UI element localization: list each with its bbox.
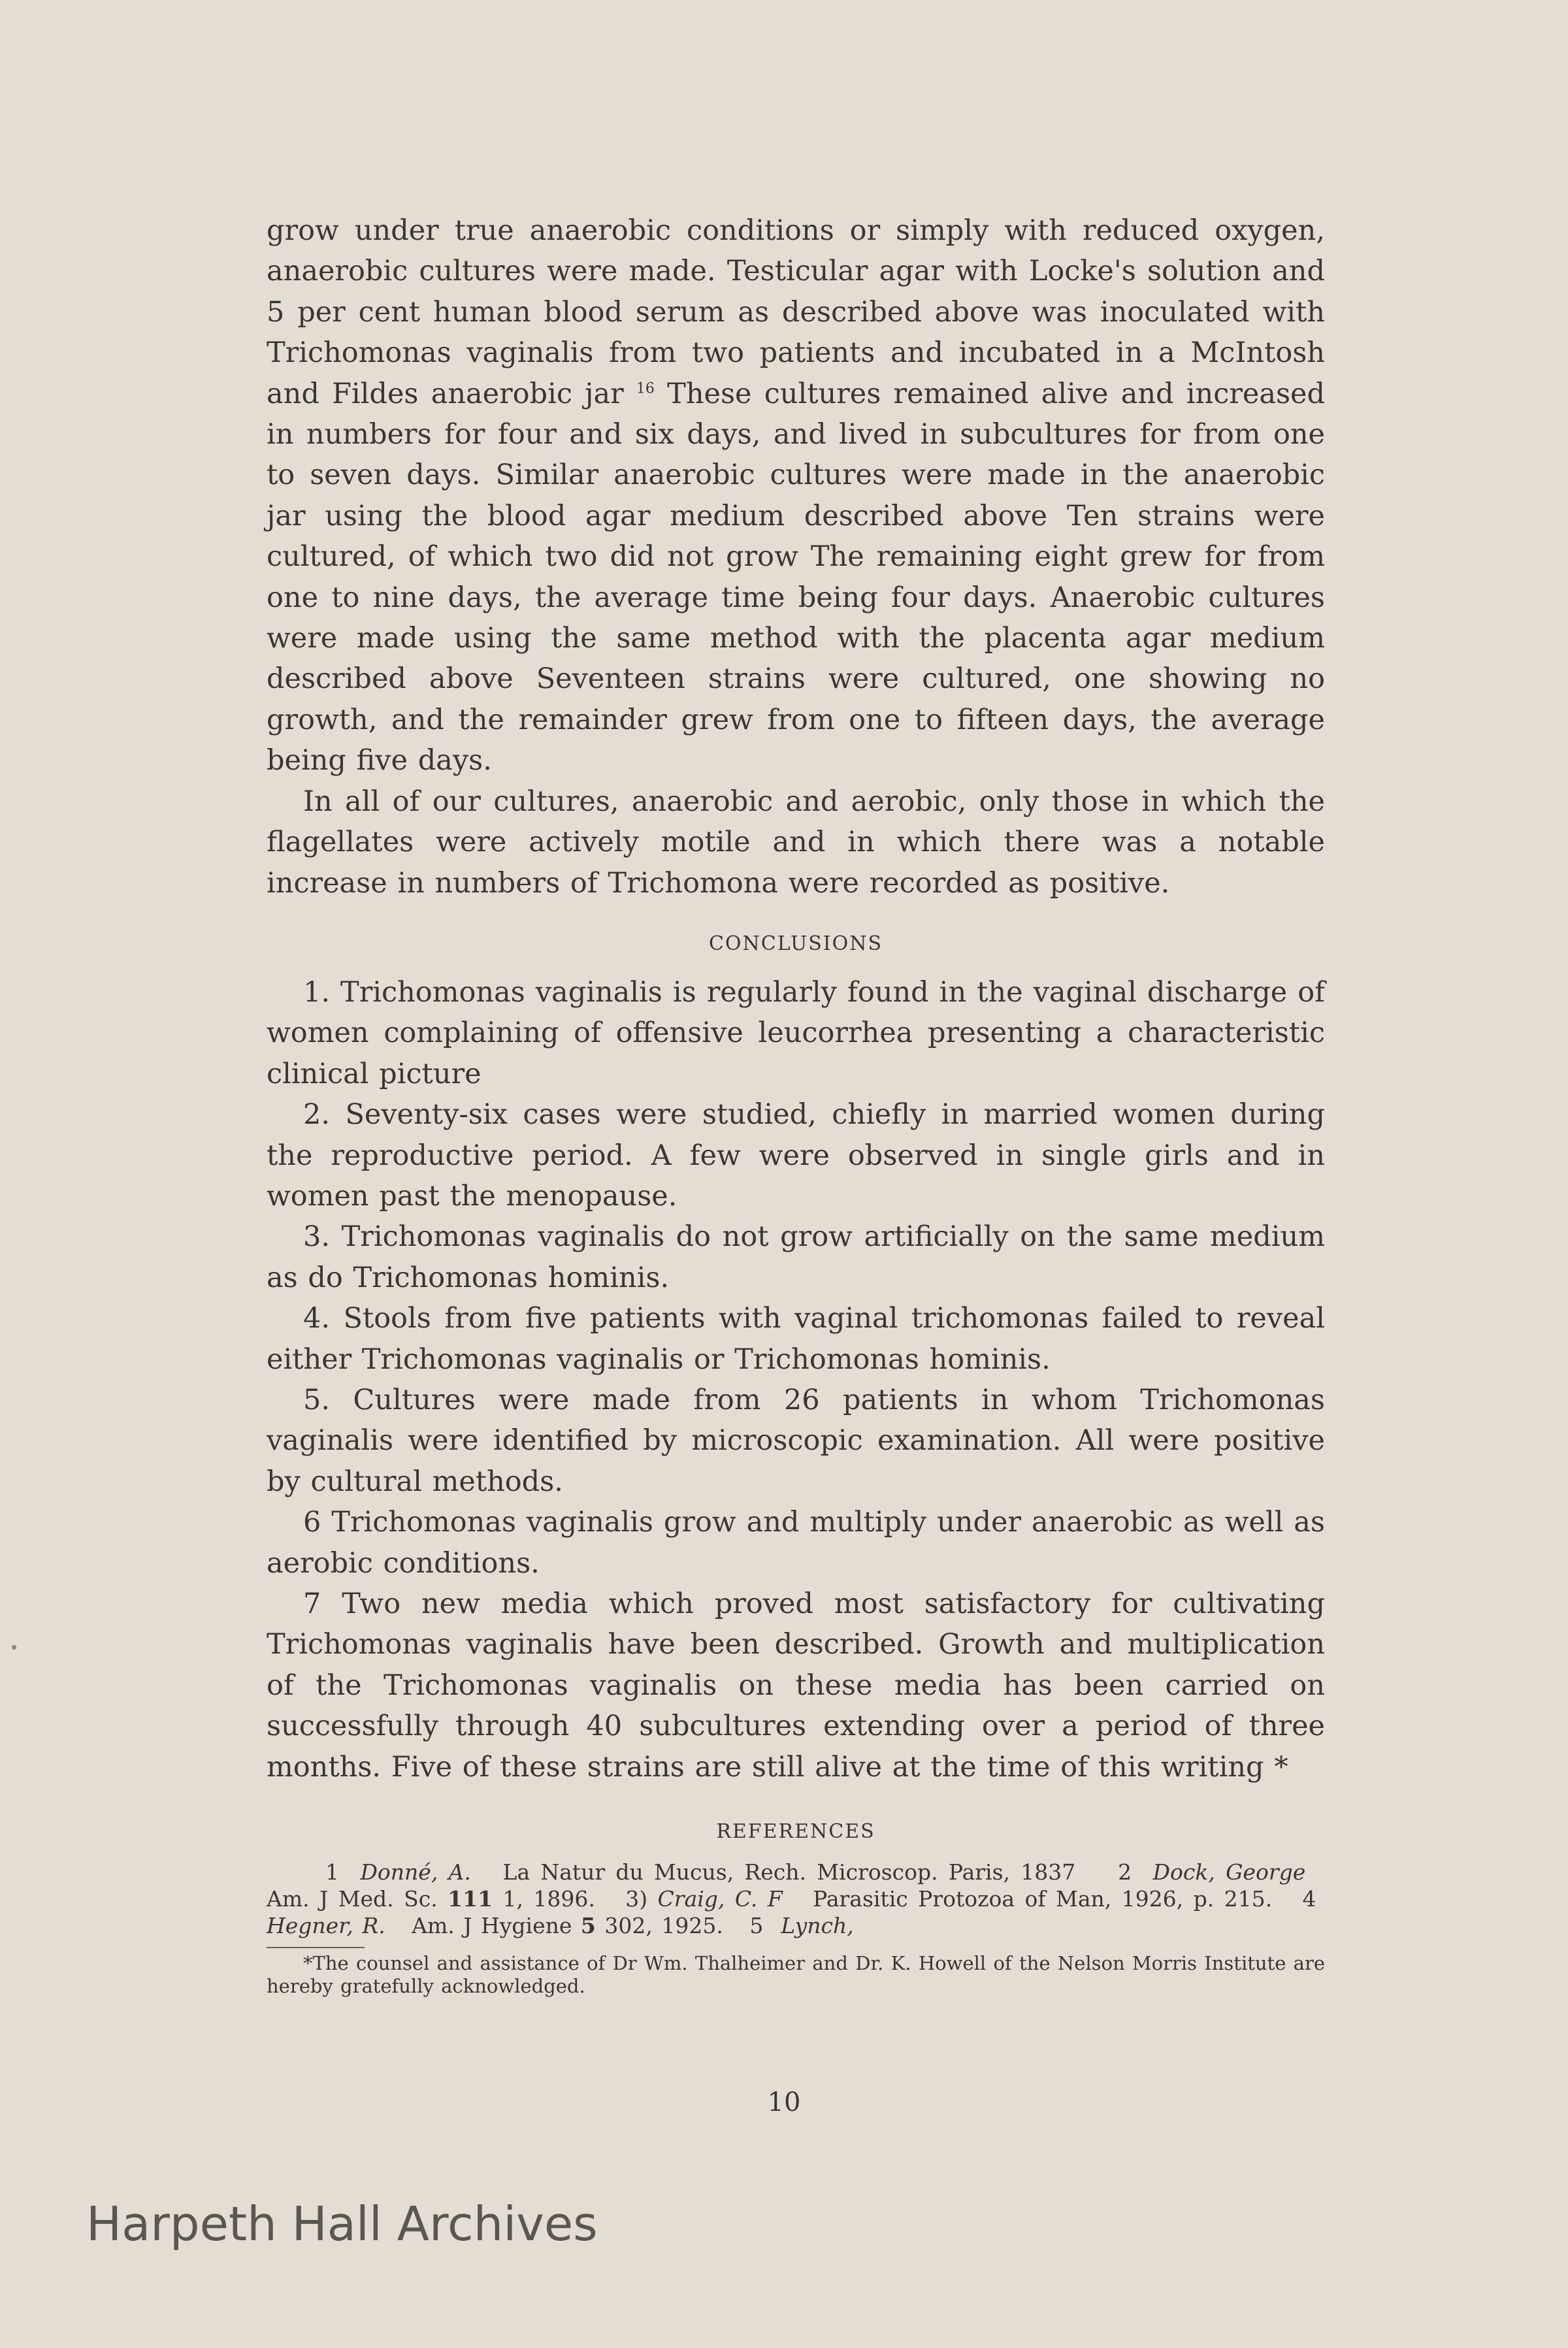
conclusion-item: 5. Cultures were made from 26 patients in whom Trichomonas vaginalis were identified by microscopic examination. All were positive by cultural methods. bbox=[267, 1383, 1325, 1498]
body-paragraph-1: grow under true anaerobic conditions or simply with reduced oxygen, anaerobic cultures were made. Testicular agar with Locke's solution and 5 per cent human blood serum as described above was inoculated with Trichomonas vaginalis from two patients and incubated in a McIntosh and Fildes anaerobic jar $^{16}$ These cultures remained alive and increased in numbers for four and six days, and lived in subcultures for from one to seven days. Similar anaerobic cultures were made in the anaerobic jar using the blood agar medium described above Ten strains were cultured, of which two did not grow The remaining eight grew for from one to nine days, the average time being four days. Anaerobic cultures were made using the same method with the placenta agar medium described above Seventeen strains were cultured, one showing no growth, and the remainder grew from one to fifteen days, the average being five days. bbox=[267, 214, 1326, 777]
archive-watermark: Harpeth Hall Archives bbox=[86, 2196, 598, 2251]
conclusion-item: 7 Two new media which proved most satisfactory for cultivating Trichomonas vaginalis have been described. Growth and multiplication of the Trichomonas vaginalis on these media has been carried on successfully through 40 subcultures extending over a period of three months. Five of these strains are still alive at the time of this writing * bbox=[267, 1588, 1325, 1784]
conclusion-item: 1. Trichomonas vaginalis is regularly found in the vaginal discharge of women complaining of offensive leucorrhea presenting a characteristic clinical picture bbox=[267, 975, 1325, 1090]
reference-superscript: 16 bbox=[636, 380, 655, 397]
conclusion-item: 3. Trichomonas vaginalis do not grow artificially on the same medium as do Trichomonas hominis. bbox=[267, 1220, 1325, 1294]
references-list: 1 Donné, A. La Natur du Mucus, Rech. Microscop. Paris, 1837 2 Dock, George Am. J Med. Sc. 111 1, 1896. 3) Craig, C. F Parasitic Protozoa of Man, 1926, p. 215. 4 Hegner, R. Am. J Hygiene 5 302, 1925. 5 Lynch, bbox=[267, 1859, 1316, 1939]
conclusion-item: 6 Trichomonas vaginalis grow and multiply under anaerobic as well as aerobic conditions. bbox=[267, 1506, 1325, 1580]
page-number: 10 bbox=[767, 2087, 801, 2117]
page-content bbox=[267, 210, 1325, 1998]
conclusions-heading: CONCLUSIONS bbox=[708, 932, 883, 955]
conclusion-item: 4. Stools from five patients with vaginal trichomonas failed to reveal either Trichomonas vaginalis or Trichomonas hominis. bbox=[267, 1302, 1325, 1376]
paper-speck bbox=[12, 1645, 16, 1650]
body-paragraph-2: In all of our cultures, anaerobic and aerobic, only those in which the flagellates were actively motile and in which there was a notable increase in numbers of Trichomona were recorded as positive. bbox=[267, 785, 1325, 900]
references-heading: REFERENCES bbox=[716, 1820, 875, 1844]
conclusion-item: 2. Seventy-six cases were studied, chiefly in married women during the reproductive period. A few were observed in single girls and in women past the menopause. bbox=[267, 1098, 1325, 1213]
footnote-rule bbox=[267, 1947, 365, 1948]
footnote: *The counsel and assistance of Dr Wm. Thalheimer and Dr. K. Howell of the Nelson Morris Institute are hereby gratefully acknowledged. bbox=[267, 1952, 1325, 1998]
